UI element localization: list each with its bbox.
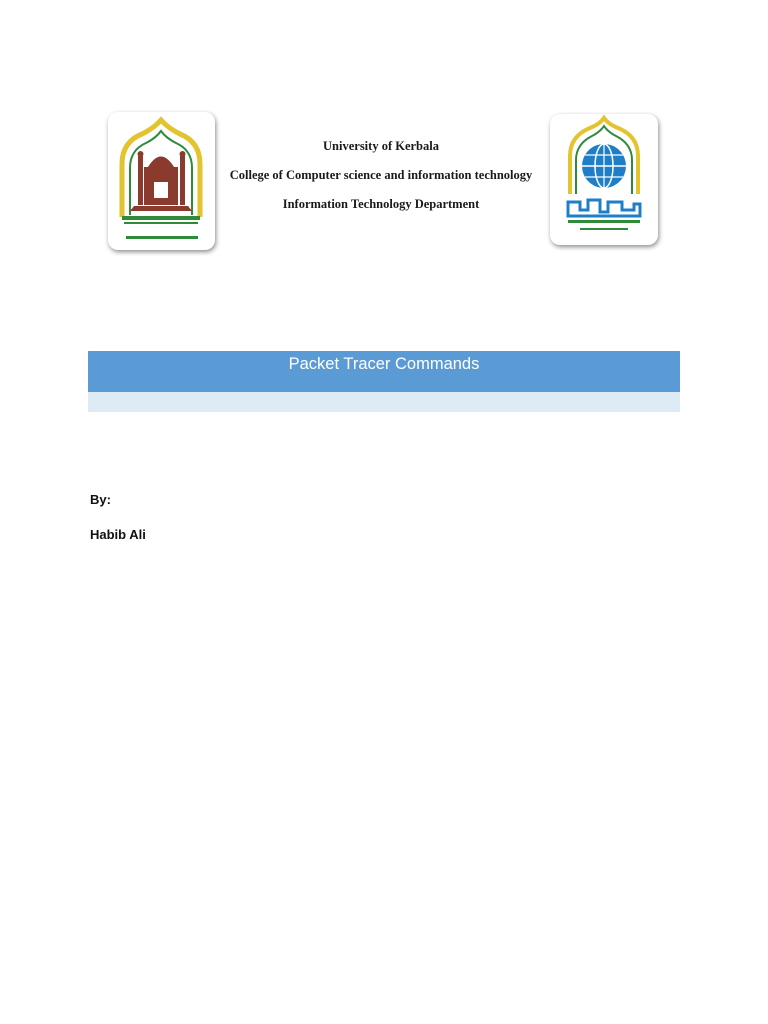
university-logo-left	[108, 112, 215, 250]
department-name: Information Technology Department	[282, 197, 480, 211]
document-title: Packet Tracer Commands	[288, 355, 480, 373]
institution-header	[216, 137, 546, 224]
university-name: University of Kerbala	[323, 139, 439, 153]
author-name: Habib Ali	[90, 527, 146, 542]
globe-emblem-icon	[550, 114, 658, 245]
by-label: By:	[90, 492, 111, 507]
title-subband	[88, 392, 680, 412]
college-name: College of Computer science and information technology	[229, 168, 533, 182]
college-logo-right	[550, 114, 658, 245]
kerbala-emblem-icon	[108, 112, 215, 250]
title-band	[88, 351, 680, 392]
